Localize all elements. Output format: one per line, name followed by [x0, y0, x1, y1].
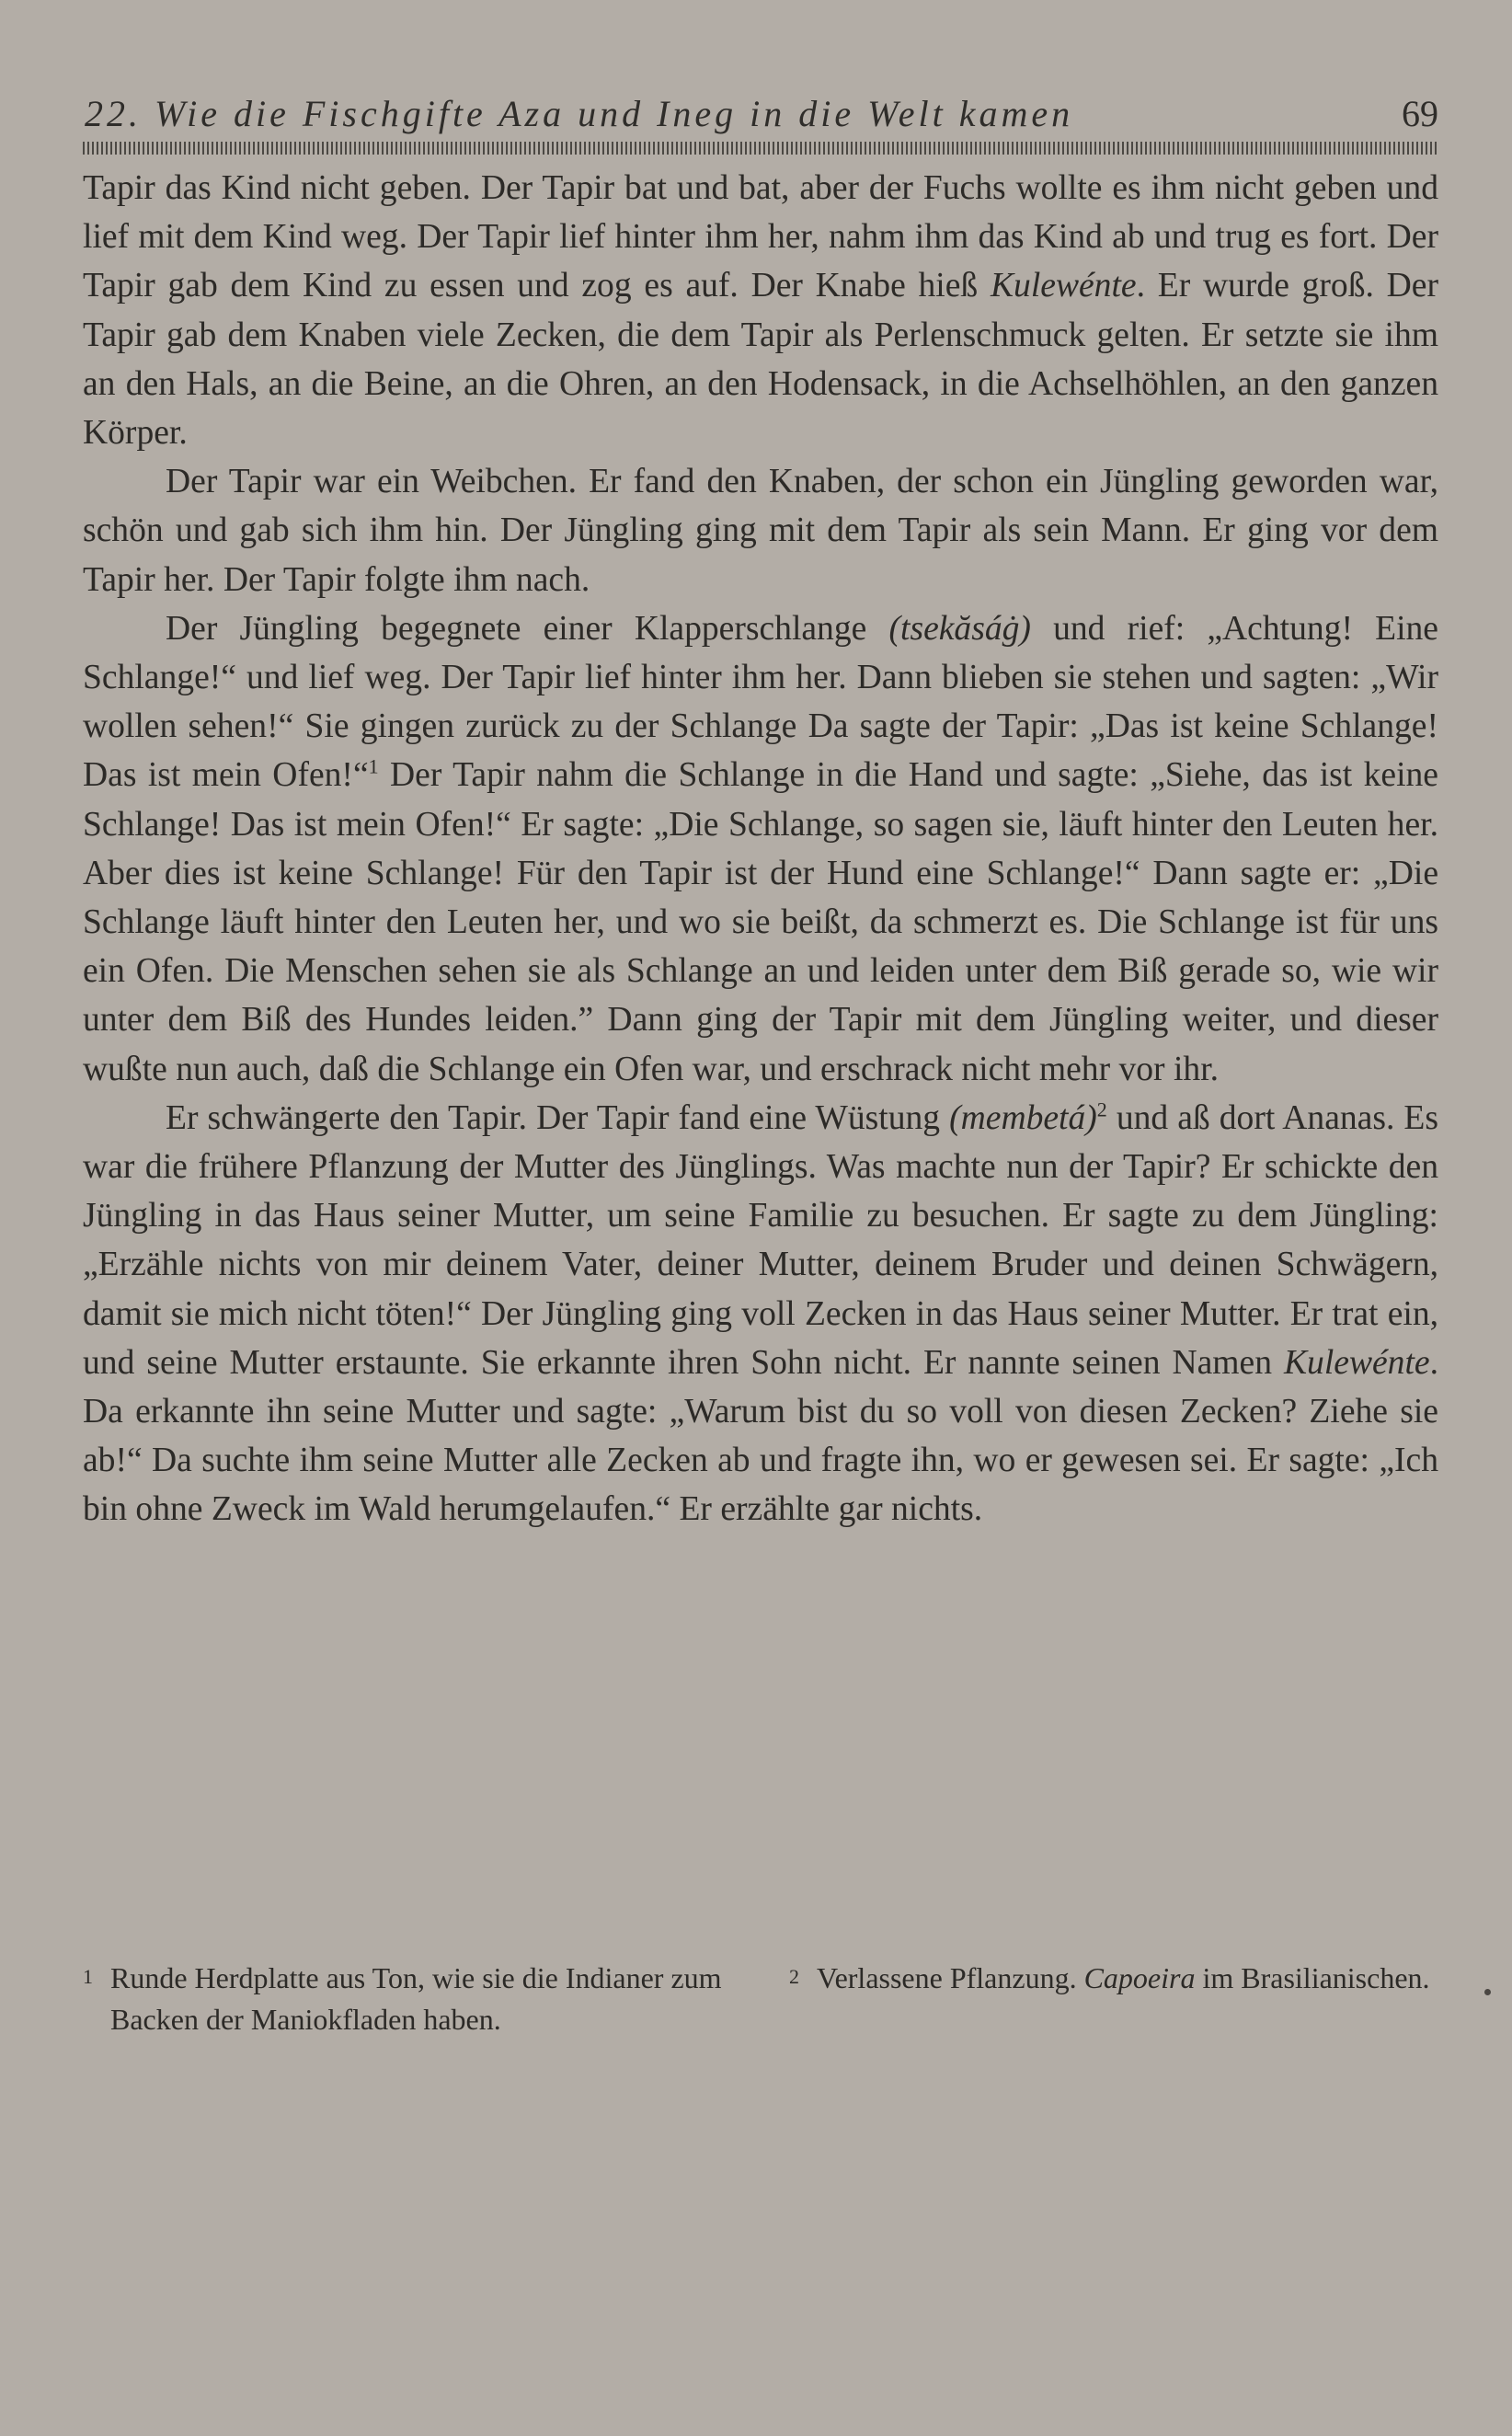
body-text [83, 164, 1438, 1534]
italic-term: Kulewénte [990, 267, 1137, 305]
book-page [83, 92, 1438, 1534]
footnote [789, 1958, 1438, 1999]
text-run: Der Tapir nahm die Schlange in die Hand und sagte: „Siehe, das ist keine Schlange! Das ist mein Ofen!“ Er sagte: „Die Schlange, so sagen sie, läuft hinter den Leuten her. Aber dies ist keine Schlange! Für den Tapir ist der Hund eine Schlange!“ Dann sagte er: „Die Schlange läuft hinter den Leuten her, und wo sie beißt, da schmerzt es. Die Schlange ist für uns ein Ofen. Die Menschen sehen sie als Schlange an und leiden unter dem Biß gerade so, wie wir unter dem Biß des Hundes leiden.” Dann ging der Tapir mit dem Jüngling weiter, und dieser wußte nun auch, daß die Schlange ein Ofen war, und erschrack nicht mehr vor ihr. [83, 756, 1438, 1088]
footnote [83, 1958, 763, 2040]
page-number: 69 [1402, 93, 1438, 134]
italic-term: Kulewénte [1283, 1343, 1430, 1382]
text-run: Der Jüngling begegnete einer Klapperschlange [166, 609, 889, 648]
italic-term: (tsekăsáġ) [888, 609, 1031, 648]
footnote-text [83, 1958, 763, 2040]
text-run: und rief: „Achtung! Eine Schlange!“ und lief weg. Der Tapir lief hinter ihm her. Dann blieben sie stehen und sagten: „Wir wollen sehen!“ Sie gingen zurück zu der Schlange Da sagte der Tapir: „Das ist keine Schlange! Das ist mein Ofen!“ [83, 609, 1438, 795]
italic-term: (membetá) [949, 1098, 1097, 1137]
text-run: im Brasilianischen. [1195, 1961, 1430, 1994]
paragraph [83, 457, 1438, 604]
paragraph [83, 604, 1438, 1094]
text-run: Tapir das Kind nicht geben. Der Tapir bat und bat, aber der Fuchs wollte es ihm nicht geben und lief mit dem Kind weg. Der Tapir lief hinter ihm her, nahm ihm das Kind ab und trug es fort. Der Tapir gab dem Kind zu essen und zog es auf. Der Knabe hieß [83, 169, 1438, 305]
paragraph [83, 1094, 1438, 1534]
ink-speck [1484, 1989, 1491, 1995]
footnote-ref: 1 [368, 754, 379, 778]
text-run: Er schwängerte den Tapir. Der Tapir fand eine Wüstung [166, 1098, 950, 1137]
text-run: Verlassene Pflanzung. [817, 1961, 1084, 1994]
text-run: und aß dort Ananas. Es war die frühere Pflanzung der Mutter des Jünglings. Was machte nun der Tapir? Er schickte den Jüngling in das Haus seiner Mutter, um seine Familie zu besuchen. Er sagte zu dem Jüngling: „Erzähle nichts von mir deinem Vater, deiner Mutter, deinem Bruder und deinen Schwägern, damit sie mich nicht töten!“ Der Jüngling ging voll Zecken in das Haus seiner Mutter. Er trat ein, und seine Mutter erstaunte. Sie erkannte ihren Sohn nicht. Er nannte seinen Namen [83, 1098, 1438, 1382]
footnote-text [789, 1958, 1438, 1999]
paragraph [83, 164, 1438, 457]
footnote-ref: 2 [1096, 1097, 1107, 1121]
running-head [83, 92, 1438, 140]
text-run: Der Tapir war ein Weibchen. Er fand den Knaben, der schon ein Jüngling geworden war, schön und gab sich ihm hin. Der Jüngling ging mit dem Tapir als sein Mann. Er ging vor dem Tapir her. Der Tapir folgte ihm nach. [83, 463, 1438, 599]
header-rule [83, 142, 1438, 155]
footnote-mark: 1 [83, 1965, 93, 1988]
text-run: . Er wurde groß. Der Tapir gab dem Knaben viele Zecken, die dem Tapir als Perlenschmuck gelten. Er setzte sie ihm an den Hals, an die Beine, an die Ohren, an den Hodensack, in die Achselhöhlen, an den ganzen Körper. [83, 267, 1438, 453]
chapter-title: 22. Wie die Fischgifte Aza und Ineg in die Welt kamen [85, 93, 1074, 134]
text-run: Runde Herdplatte aus Ton, wie sie die Indianer zum Backen der Maniokfladen haben. [110, 1961, 722, 2036]
footnote-mark: 2 [789, 1965, 799, 1988]
italic-term: Capoeira [1083, 1961, 1196, 1994]
text-run: . Da erkannte ihn seine Mutter und sagte: „Warum bist du so voll von diesen Zecken? Ziehe sie ab!“ Da suchte ihm seine Mutter alle Zecken ab und fragte ihn, wo er gewesen sei. Er sagte: „Ich bin ohne Zweck im Wald herumgelaufen.“ Er erzählte gar nichts. [83, 1343, 1438, 1529]
